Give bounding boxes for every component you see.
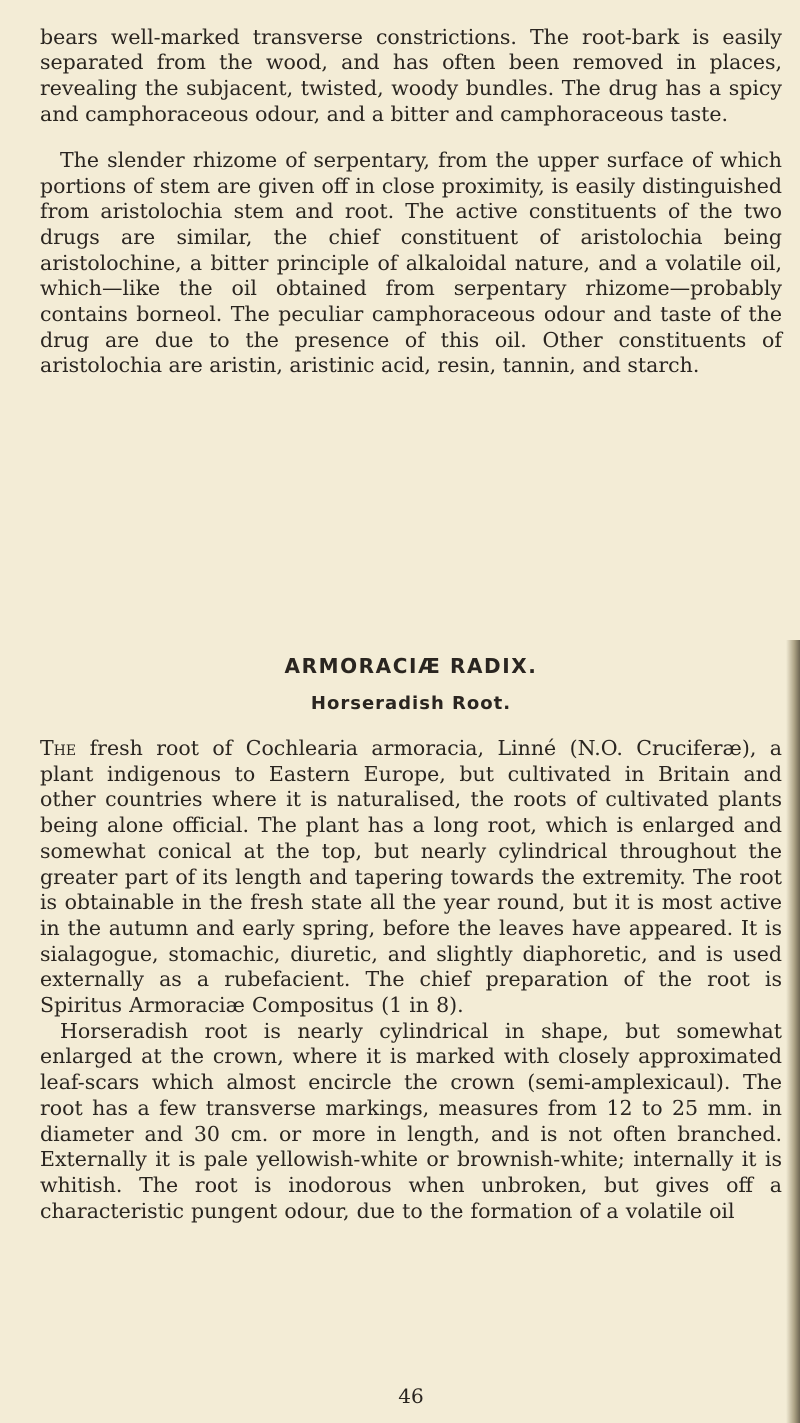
paragraph-text: fresh root of Cochlearia armoracia, Linné (N.O. Cruciferæ), a plant indigenous to Eastern Europe, but cultivated in Britain and other countries where it is naturalised, the roots of cultivated plants being alone official. The plant has a long root, which is enlarged and somewhat conical at the top, but nearly cylindrical throughout the greater part of its length and tapering towards the extremity. The root is obtainable in the fresh state all the year round, but it is most active in the autumn and early spring, before the leaves have appeared. It is sialagogue, stomachic, diuretic, and slightly diaphoretic, and is used externally as a rubefacient. The chief preparation of the root is Spiritus Armoraciæ Compositus (1 in 8). [40, 736, 783, 1018]
paragraph: The slender rhizome of serpentary, from the upper surface of which portions of stem are given off in close proximity, is easily distinguished from aristolochia stem and root. The active constituents of the two drugs are similar, the chief constituent of aristolochia being aristolochine, a bitter principle of alkaloidal nature, and a volatile oil, which—like the oil obtained from serpentary rhizome—probably contains borneol. The peculiar camphoraceous odour and taste of the drug are due to the presence of this oil. Other constituents of aristolochia are aristin, aristinic acid, resin, tannin, and starch. [40, 147, 782, 378]
paragraph: Horseradish root is nearly cylindrical in shape, but somewhat enlarged at the crown, where it is marked with closely approximated leaf-scars which almost encircle the crown (semi-amplexicaul). The root has a few transverse markings, measures from 12 to 25 mm. in diameter and 30 cm. or more in length, and is not often branched. Externally it is pale yellowish-white or brownish-white; internally it is whitish. The root is inodorous when unbroken, but gives off a characteristic pungent odour, due to the formation of a volatile oil [40, 1018, 782, 1223]
horseradish-section-text [40, 736, 782, 1224]
page-number: 46 [398, 1384, 424, 1408]
book-page [40, 0, 782, 1423]
first-word: The [40, 736, 77, 760]
paragraph: bears well-marked transverse constrictions. The root-bark is easily separated from the wood, and has often been removed in places, revealing the subjacent, twisted, woody bundles. The drug has a spicy and camphoraceous odour, and a bitter and camphoraceous taste. [40, 24, 782, 126]
paragraph [40, 736, 782, 1019]
aristolochia-section-text [40, 4, 782, 400]
section-title: ARMORACIÆ RADIX. [284, 654, 538, 678]
section-subtitle: Horseradish Root. [310, 693, 512, 714]
page-edge-shadow [786, 640, 800, 1423]
